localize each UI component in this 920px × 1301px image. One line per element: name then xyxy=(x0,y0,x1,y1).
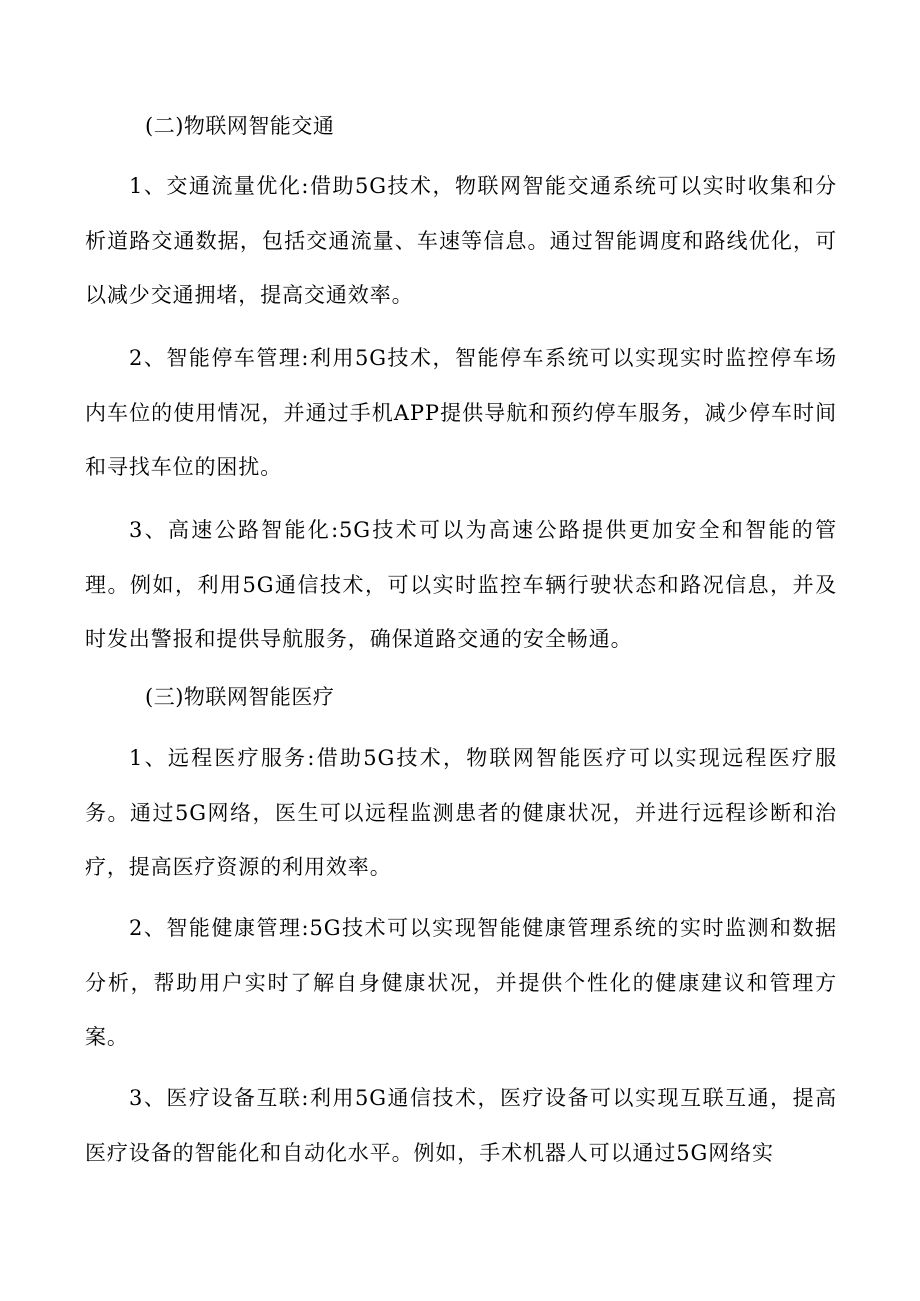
paragraph-smart-highway: 3、高速公路智能化:5G技术可以为高速公路提供更加安全和智能的管理。例如，利用5G通信技术，可以实时监控车辆行驶状态和路况信息，并及时发出警报和提供导航服务，确保道路交通的安全畅通。 xyxy=(85,518,837,651)
paragraph-health-management: 2、智能健康管理:5G技术可以实现智能健康管理系统的实时监测和数据分析，帮助用户实时了解自身健康状况，并提供个性化的健康建议和管理方案。 xyxy=(85,916,837,1049)
paragraph-smart-parking: 2、智能停车管理:利用5G技术，智能停车系统可以实现实时监控停车场内车位的使用情况，并通过手机APP提供导航和预约停车服务，减少停车时间和寻找车位的困扰。 xyxy=(85,346,837,479)
section-heading-traffic: (二)物联网智能交通 xyxy=(145,114,335,138)
paragraph-remote-medical: 1、远程医疗服务:借助5G技术，物联网智能医疗可以实现远程医疗服务。通过5G网络，医生可以远程监测患者的健康状况，并进行远程诊断和治疗，提高医疗资源的利用效率。 xyxy=(85,746,837,879)
section-heading-medical: (三)物联网智能医疗 xyxy=(145,685,335,709)
paragraph-traffic-flow: 1、交通流量优化:借助5G技术，物联网智能交通系统可以实时收集和分析道路交通数据，包括交通流量、车速等信息。通过智能调度和路线优化，可以减少交通拥堵，提高交通效率。 xyxy=(85,174,837,307)
paragraph-device-interconnect: 3、医疗设备互联:利用5G通信技术，医疗设备可以实现互联互通，提高医疗设备的智能化和自动化水平。例如，手术机器人可以通过5G网络实 xyxy=(85,1086,837,1165)
